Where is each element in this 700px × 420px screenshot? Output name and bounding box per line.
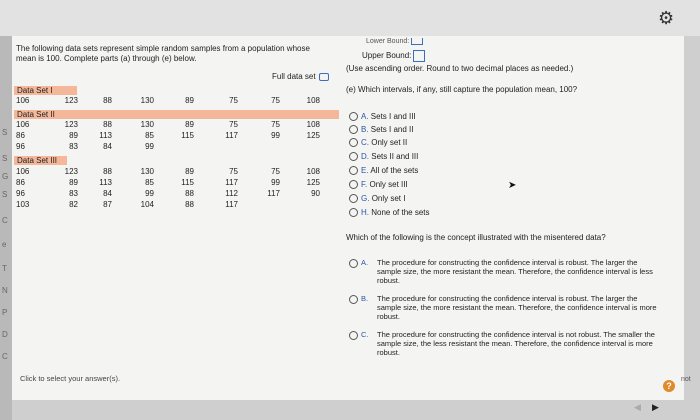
upper-bound-input[interactable]	[413, 50, 425, 62]
left-letter: C	[2, 352, 8, 361]
data-cell: 99	[271, 131, 280, 140]
intro-text: The following data sets represent simple random samples from a population whose mean is 100. Complete parts (a) through (e) below.	[16, 44, 310, 63]
data-cell: 84	[103, 189, 112, 198]
option-e-5[interactable]: F. Only set III	[349, 180, 408, 190]
data-cell: 106	[16, 96, 30, 105]
data-cell: 75	[271, 167, 280, 176]
data-cell: 123	[64, 120, 78, 129]
data-cell: 117	[225, 200, 238, 209]
data-cell: 88	[103, 120, 112, 129]
data-cell: 75	[229, 167, 238, 176]
left-letter: C	[2, 216, 8, 225]
data-cell: 75	[229, 120, 238, 129]
data-cell: 113	[99, 178, 112, 187]
left-letter: P	[2, 308, 8, 317]
data-cell: 115	[181, 178, 194, 187]
data-cell: 85	[145, 131, 154, 140]
left-letter: N	[2, 286, 8, 295]
radio-icon[interactable]	[349, 125, 358, 134]
data-cell: 89	[69, 131, 78, 140]
data-cell: 96	[16, 189, 25, 198]
data-set-header: Data Set III	[14, 156, 67, 165]
radio-icon[interactable]	[349, 166, 358, 175]
radio-icon[interactable]	[349, 138, 358, 147]
radio-icon[interactable]	[349, 112, 358, 121]
data-cell: 115	[181, 131, 194, 140]
data-cell: 83	[69, 142, 78, 151]
data-cell: 130	[140, 96, 154, 105]
radio-icon[interactable]	[349, 180, 358, 189]
full-data-set-link[interactable]: Full data set	[272, 72, 329, 81]
data-cell: 108	[306, 120, 320, 129]
left-letter: S	[2, 154, 8, 163]
data-cell: 75	[229, 96, 238, 105]
gear-icon[interactable]: ⚙	[658, 8, 675, 29]
left-letter: S	[2, 190, 8, 199]
data-cell: 85	[145, 178, 154, 187]
option-e-0[interactable]: A. Sets I and III	[349, 112, 416, 122]
mouse-cursor-icon: ➤	[508, 180, 517, 191]
option-e-6[interactable]: G. Only set I	[349, 194, 405, 204]
question-e: (e) Which intervals, if any, still capture the population mean, 100?	[346, 85, 578, 94]
data-cell: 86	[16, 131, 25, 140]
lower-bound-input[interactable]	[411, 38, 423, 45]
data-cell: 89	[185, 167, 194, 176]
radio-icon[interactable]	[349, 295, 358, 304]
data-cell: 117	[225, 178, 238, 187]
data-cell: 89	[185, 96, 194, 105]
left-letter: T	[2, 264, 7, 273]
data-cell: 87	[103, 200, 112, 209]
ascending-note: (Use ascending order. Round to two decimal places as needed.)	[346, 64, 574, 73]
data-cell: 104	[140, 200, 154, 209]
prev-arrow-icon[interactable]: ◀	[634, 402, 641, 412]
data-cell: 117	[225, 131, 238, 140]
option-concept-1[interactable]: B. The procedure for constructing the confidence interval is robust. The larger the sample size, the more resistant the mean. Therefore, the confidence interval is more robust.	[349, 294, 659, 304]
data-cell: 130	[140, 167, 154, 176]
data-cell: 125	[306, 131, 320, 140]
data-cell: 108	[306, 167, 320, 176]
data-cell: 89	[69, 178, 78, 187]
radio-icon[interactable]	[349, 331, 358, 340]
data-cell: 130	[140, 120, 154, 129]
radio-icon[interactable]	[349, 152, 358, 161]
option-e-1[interactable]: B. Sets I and II	[349, 125, 414, 135]
data-icon	[319, 73, 329, 81]
data-cell: 86	[16, 178, 25, 187]
radio-icon[interactable]	[349, 194, 358, 203]
data-set-header: Data Set I	[14, 86, 77, 95]
option-e-7[interactable]: H. None of the sets	[349, 208, 430, 218]
data-cell: 99	[271, 178, 280, 187]
data-cell: 125	[306, 178, 320, 187]
next-text: not	[681, 376, 691, 383]
help-button[interactable]: ?	[663, 380, 675, 392]
left-strip	[0, 36, 12, 420]
data-cell: 89	[185, 120, 194, 129]
data-cell: 106	[16, 167, 30, 176]
next-arrow-icon[interactable]: ▶	[652, 402, 659, 412]
data-cell: 103	[16, 200, 30, 209]
left-letter: D	[2, 330, 8, 339]
data-cell: 88	[185, 189, 194, 198]
data-cell: 99	[145, 142, 154, 151]
data-cell: 75	[271, 120, 280, 129]
data-cell: 123	[64, 96, 78, 105]
left-letter: S	[2, 128, 8, 137]
upper-bound: Upper Bound:	[362, 50, 425, 62]
data-cell: 82	[69, 200, 78, 209]
click-hint: Click to select your answer(s).	[20, 374, 121, 383]
option-e-2[interactable]: C. Only set II	[349, 138, 407, 148]
data-cell: 88	[103, 167, 112, 176]
top-bar	[0, 0, 700, 36]
data-cell: 84	[103, 142, 112, 151]
data-cell: 75	[271, 96, 280, 105]
option-e-3[interactable]: D. Sets II and III	[349, 152, 418, 162]
data-cell: 106	[16, 120, 30, 129]
data-cell: 99	[145, 189, 154, 198]
data-cell: 112	[225, 189, 238, 198]
data-cell: 117	[267, 189, 280, 198]
data-cell: 123	[64, 167, 78, 176]
data-cell: 108	[306, 96, 320, 105]
data-cell: 90	[311, 189, 320, 198]
data-cell: 96	[16, 142, 25, 151]
option-concept-0[interactable]: A. The procedure for constructing the confidence interval is robust. The larger the sample size, the more resistant the mean. Therefore, the confidence interval is less robust.	[349, 258, 659, 268]
radio-icon[interactable]	[349, 208, 358, 217]
left-letter: G	[2, 172, 9, 181]
data-cell: 113	[99, 131, 112, 140]
question-concept: Which of the following is the concept illustrated with the misentered data?	[346, 233, 606, 242]
data-cell: 88	[103, 96, 112, 105]
data-cell: 83	[69, 189, 78, 198]
radio-icon[interactable]	[349, 259, 358, 268]
option-concept-2[interactable]: C. The procedure for constructing the confidence interval is not robust. The smaller the sample size, the less resistant the mean. Therefore, the confidence interval is more robust.	[349, 330, 659, 340]
data-cell: 88	[185, 200, 194, 209]
option-e-4[interactable]: E. All of the sets	[349, 166, 418, 176]
data-set-header: Data Set II	[14, 110, 339, 119]
left-letter: e	[2, 240, 7, 249]
lower-bound: Lower Bound:	[366, 38, 423, 45]
